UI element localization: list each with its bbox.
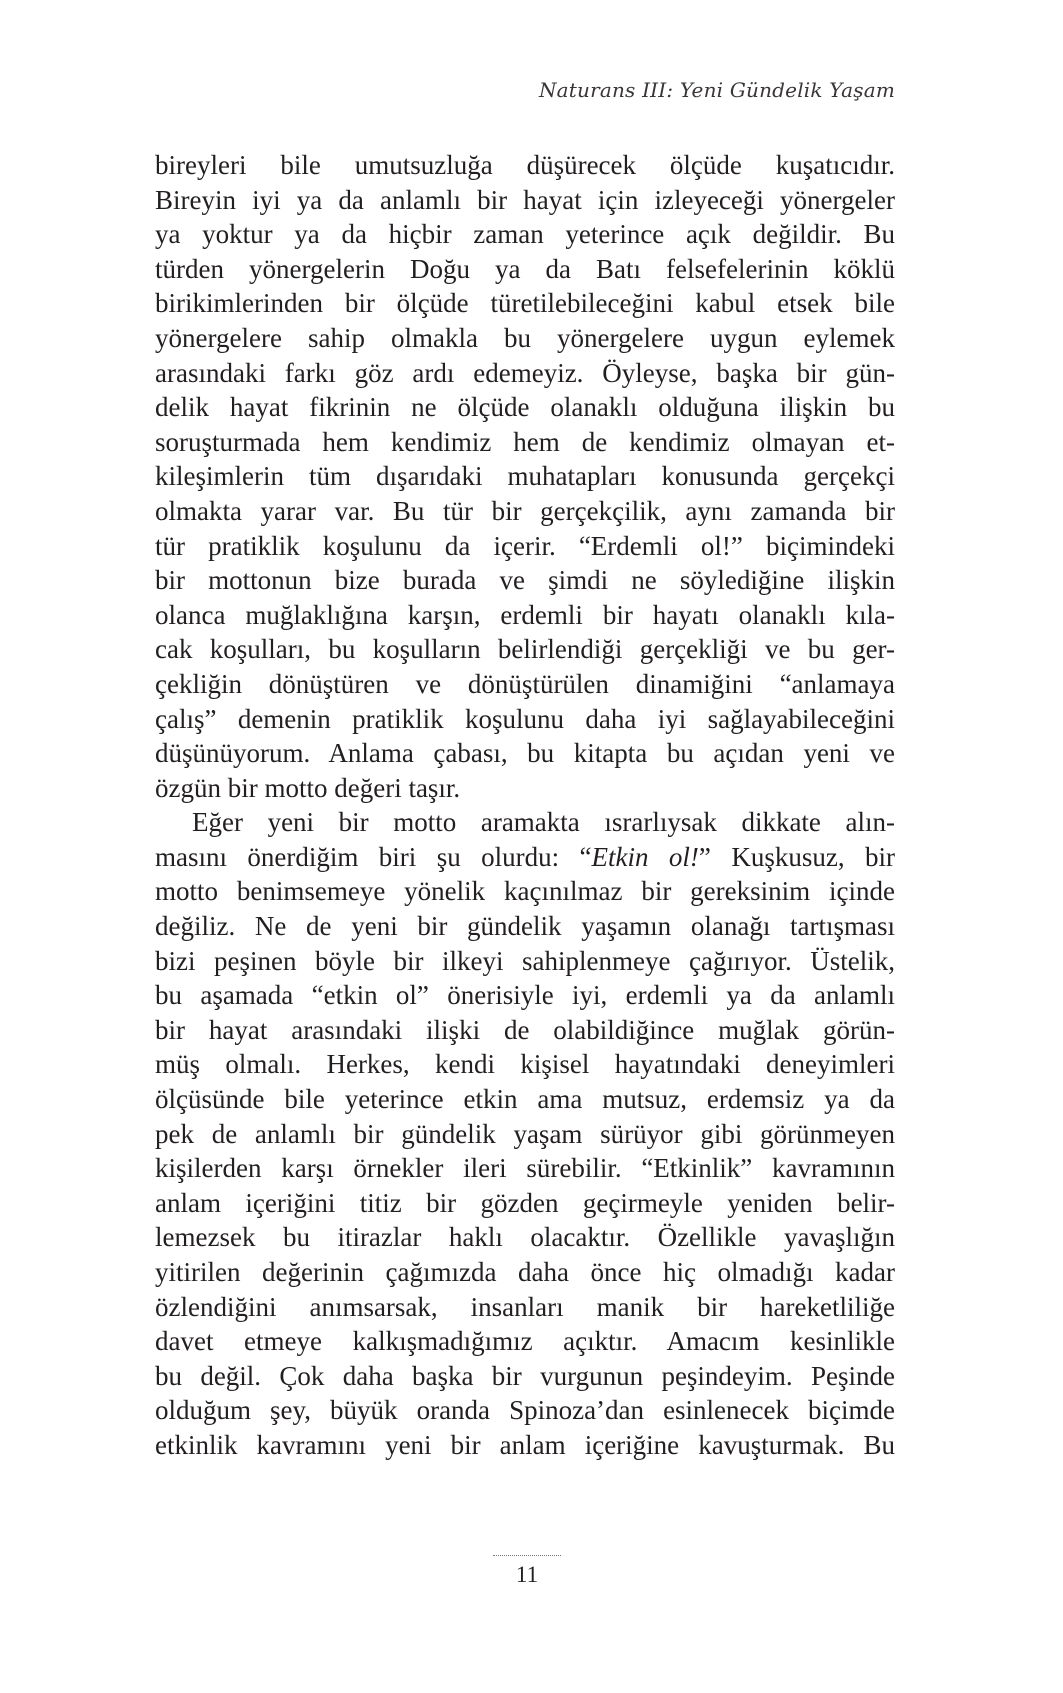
text-line: yitirilen değerinin çağımızda daha önce hiç olmadığı kadar <box>155 1257 895 1287</box>
text-line: motto benimsemeye yönelik kaçınılmaz bir gereksinim içinde <box>155 876 895 907</box>
footer-divider <box>493 1555 561 1556</box>
text-line: kişilerden karşı örnekler ileri sürebilir. “Etkinlik” kavramının <box>155 1153 895 1184</box>
text-line: pek de anlamlı bir gündelik yaşam sürüyor gibi görünmeyen <box>155 1118 895 1149</box>
text-line-with-italic <box>155 840 895 875</box>
text-line: bizi peşinen böyle bir ilkeyi sahiplenmeye çağırıyor. Üstelik, <box>155 945 895 976</box>
text-line: özlendiğini anımsarsak, insanları manik bir hareketliliğe <box>155 1291 895 1322</box>
page-number: 11 <box>515 1562 539 1587</box>
text-line: müş olmalı. Herkes, kendi kişisel hayatındaki deneyimleri <box>155 1049 895 1080</box>
text-run: masını önerdiğim biri şu olurdu: “ <box>155 841 592 872</box>
text-line: ölçüsünde bile yeterince etkin ama mutsuz, erdemsiz ya da <box>155 1084 895 1115</box>
text-run: ” Kuşkusuz, bir <box>698 841 895 872</box>
text-line: delik hayat fikrinin ne ölçüde olanaklı olduğuna ilişkin bu <box>155 392 895 423</box>
italic-motto: Etkin ol! <box>591 841 699 872</box>
text-line: çalış” demenin pratiklik koşulunu daha iyi sağlayabileceğini <box>155 703 895 734</box>
text-line: anlam içeriğini titiz bir gözden geçirmeyle yeniden belir- <box>155 1187 895 1218</box>
text-line: ya yoktur ya da hiçbir zaman yeterince açık değildir. Bu <box>155 219 895 250</box>
text-line: arasındaki farkı göz ardı edemeyiz. Öyleyse, başka bir gün- <box>155 357 895 388</box>
text-line: bir hayat arasındaki ilişki de olabildiğince muğlak görün- <box>155 1014 895 1045</box>
text-line: değiliz. Ne de yeni bir gündelik yaşamın olanağı tartışması <box>155 911 895 942</box>
text-line: Bireyin iyi ya da anlamlı bir hayat için izleyeceği yönergeler <box>155 184 895 215</box>
text-line: etkinlik kavramını yeni bir anlam içeriğine kavuşturmak. Bu <box>155 1429 895 1460</box>
text-line: kileşimlerin tüm dışarıdaki muhatapları konusunda gerçekçi <box>155 461 895 492</box>
text-line: düşünüyorum. Anlama çabası, bu kitapta bu açıdan yeni ve <box>155 738 895 769</box>
text-line: çekliğin dönüştüren ve dönüştürülen dinamiğini “anlamaya <box>155 668 895 699</box>
text-line: özgün bir motto değeri taşır. <box>155 772 461 803</box>
text-line: lemezsek bu itirazlar haklı olacaktır. Özellikle yavaşlığın <box>155 1222 895 1253</box>
text-line: bu değil. Çok daha başka bir vurgunun peşindeyim. Peşinde <box>155 1360 895 1391</box>
text-line: davet etmeye kalkışmadığımız açıktır. Amacım kesinlikle <box>155 1326 895 1357</box>
text-line: olanca muğlaklığına karşın, erdemli bir hayatı olanaklı kıla- <box>155 599 895 630</box>
text-line: tür pratiklik koşulunu da içerir. “Erdemli ol!” biçimindeki <box>155 530 895 561</box>
text-line: yönergelere sahip olmakla bu yönergelere uygun eylemek <box>155 322 895 353</box>
text-line: olduğum şey, büyük oranda Spinoza’dan esinlenecek biçimde <box>155 1395 895 1426</box>
text-line: birikimlerinden bir ölçüde türetilebileceğini kabul etsek bile <box>155 288 895 319</box>
text-line: soruşturmada hem kendimiz hem de kendimiz olmayan et- <box>155 426 895 457</box>
text-line: bu aşamada “etkin ol” önerisiyle iyi, erdemli ya da anlamlı <box>155 980 895 1011</box>
text-line: cak koşulları, bu koşulların belirlendiği gerçekliği ve bu ger- <box>155 634 895 665</box>
running-head: Naturans III: Yeni Gündelik Yaşam <box>538 78 895 102</box>
text-line: bireyleri bile umutsuzluğa düşürecek ölçüde kuşatıcıdır. <box>155 150 895 180</box>
text-line: türden yönergelerin Doğu ya da Batı felsefelerinin köklü <box>155 253 895 284</box>
text-line: olmakta yarar var. Bu tür bir gerçekçilik, aynı zamanda bir <box>155 495 895 526</box>
body-text <box>155 148 895 1463</box>
paragraph-first-line: Eğer yeni bir motto aramakta ısrarlıysak dikkate alın- <box>192 807 895 838</box>
text-line: bir mottonun bize burada ve şimdi ne söylediğine ilişkin <box>155 565 895 596</box>
